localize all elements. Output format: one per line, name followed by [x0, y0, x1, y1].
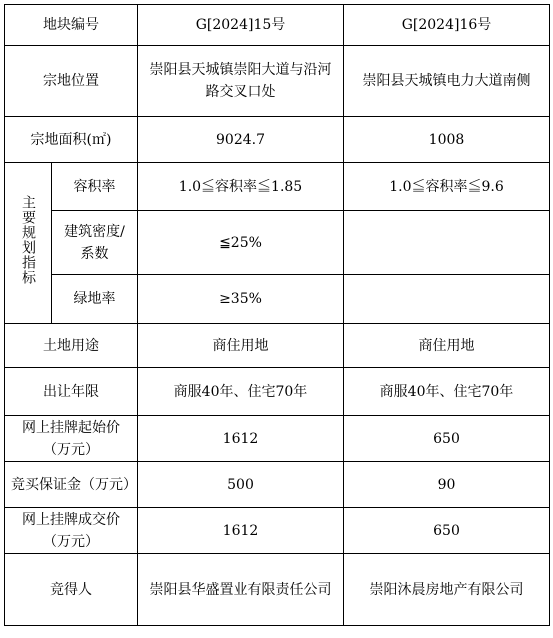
deposit-plot2: 90 — [344, 462, 550, 508]
green-plot1: ≥35% — [138, 275, 344, 324]
area-plot1: 9024.7 — [138, 117, 344, 163]
area-label: 宗地面积(㎡) — [5, 117, 138, 163]
density-plot1: ≦25% — [138, 211, 344, 275]
deal-price-plot1: 1612 — [138, 508, 344, 554]
location-label: 宗地位置 — [5, 46, 138, 117]
deal-price-plot2: 650 — [344, 508, 550, 554]
use-plot1: 商住用地 — [138, 324, 344, 368]
header-plot2: G[2024]16号 — [344, 5, 550, 46]
location-plot1: 崇阳县天城镇崇阳大道与沿河路交叉口处 — [138, 46, 344, 117]
location-plot2: 崇阳县天城镇电力大道南侧 — [344, 46, 550, 117]
green-label: 绿地率 — [52, 275, 138, 324]
deal-price-label: 网上挂牌成交价（万元） — [5, 508, 138, 554]
far-label: 容积率 — [52, 163, 138, 211]
area-plot2: 1008 — [344, 117, 550, 163]
term-plot2: 商服40年、住宅70年 — [344, 368, 550, 416]
far-plot1: 1.0≦容积率≦1.85 — [138, 163, 344, 211]
table-row-deal-price — [5, 508, 550, 554]
term-label: 出让年限 — [5, 368, 138, 416]
winner-plot1: 崇阳县华盛置业有限责任公司 — [138, 554, 344, 626]
deposit-label: 竞买保证金（万元） — [5, 462, 138, 508]
table-row-far — [5, 163, 550, 211]
table-row-location — [5, 46, 550, 117]
far-plot2: 1.0≦容积率≦9.6 — [344, 163, 550, 211]
planning-group-cell — [5, 163, 52, 324]
deposit-plot1: 500 — [138, 462, 344, 508]
density-label: 建筑密度/系数 — [52, 211, 138, 275]
table-row-winner — [5, 554, 550, 626]
winner-label: 竞得人 — [5, 554, 138, 626]
table-row-green — [5, 275, 550, 324]
green-plot2 — [344, 275, 550, 324]
land-transfer-table — [4, 4, 550, 626]
table-row-term — [5, 368, 550, 416]
table-row-use — [5, 324, 550, 368]
use-label: 土地用途 — [5, 324, 138, 368]
table-row-area — [5, 117, 550, 163]
term-plot1: 商服40年、住宅70年 — [138, 368, 344, 416]
header-plot1: G[2024]15号 — [138, 5, 344, 46]
winner-plot2: 崇阳沐晨房地产有限公司 — [344, 554, 550, 626]
table-row-start-price — [5, 416, 550, 462]
table-row-density — [5, 211, 550, 275]
density-plot2 — [344, 211, 550, 275]
table-row-header — [5, 5, 550, 46]
planning-group-label: 主要规划指标 — [20, 194, 36, 285]
table-row-deposit — [5, 462, 550, 508]
header-label: 地块编号 — [5, 5, 138, 46]
use-plot2: 商住用地 — [344, 324, 550, 368]
start-price-plot1: 1612 — [138, 416, 344, 462]
start-price-plot2: 650 — [344, 416, 550, 462]
start-price-label: 网上挂牌起始价（万元） — [5, 416, 138, 462]
